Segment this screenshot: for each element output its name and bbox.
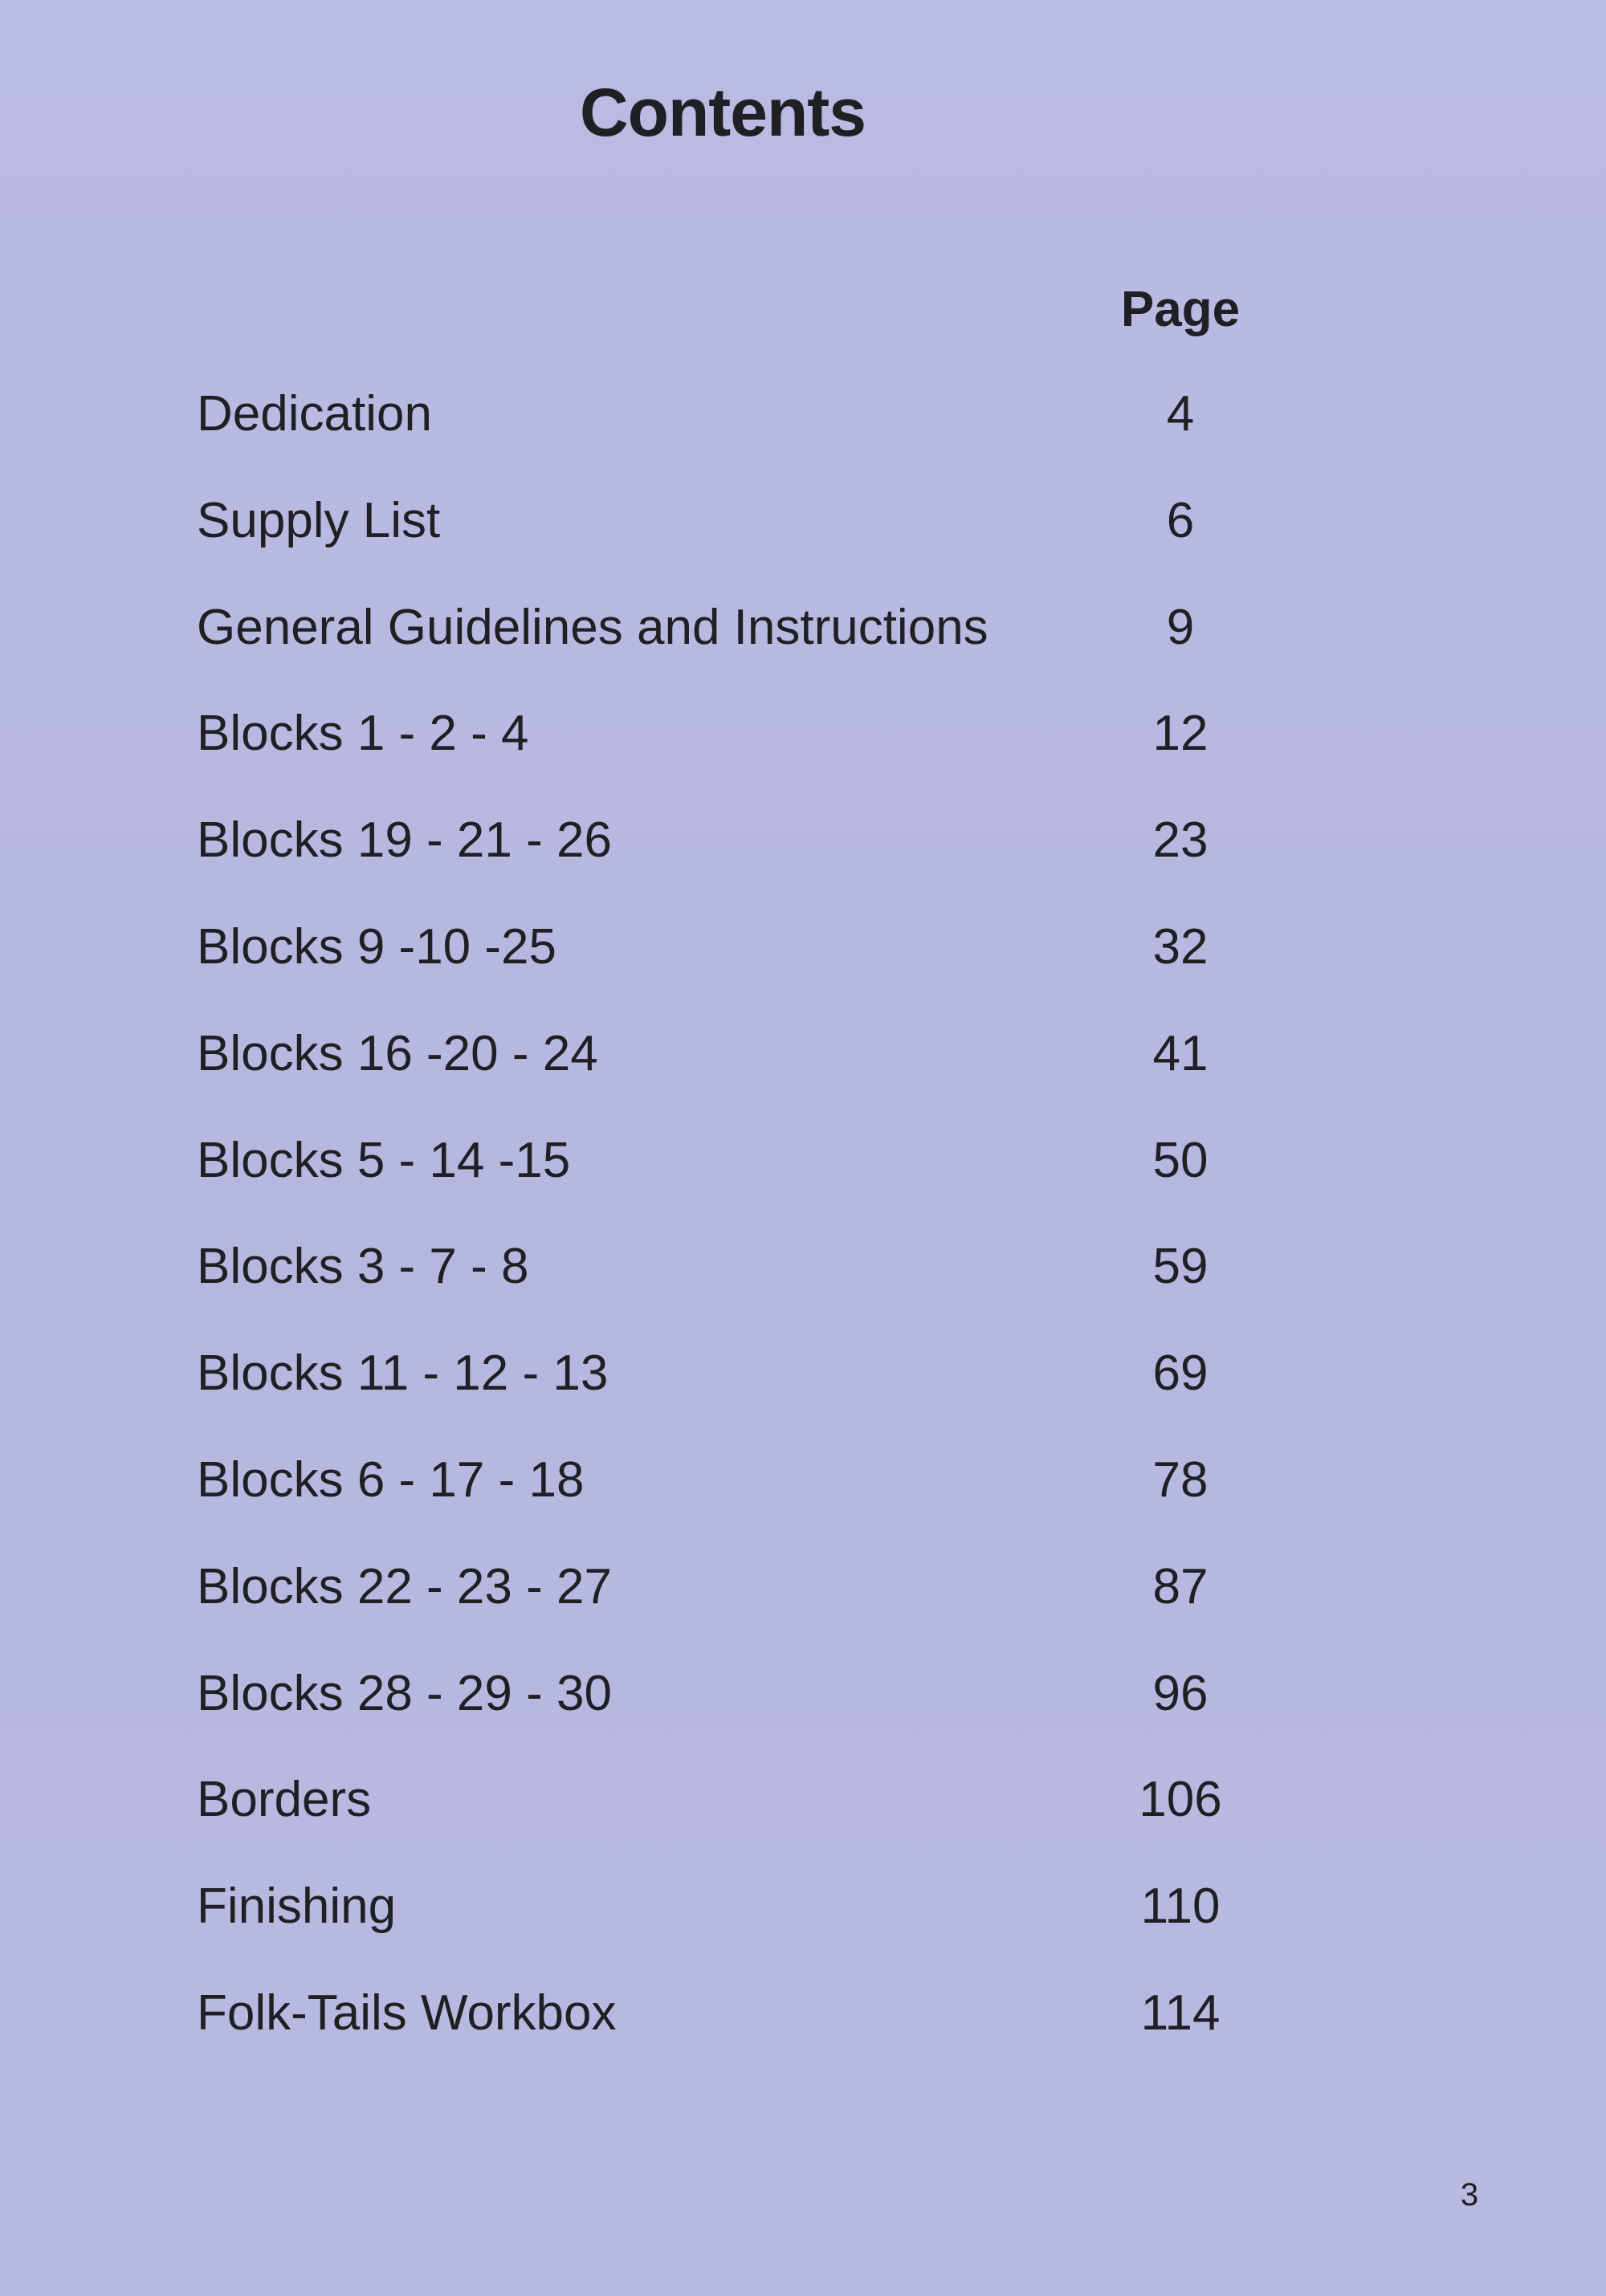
toc-entry xyxy=(0,1132,1606,1239)
toc-entry-title: Blocks 6 - 17 - 18 xyxy=(197,1451,585,1508)
toc-entry-page: 6 xyxy=(1166,492,1195,548)
toc-entry-title: Blocks 3 - 7 - 8 xyxy=(197,1239,529,1295)
toc-entry-page: 23 xyxy=(1152,812,1209,869)
toc-entry xyxy=(0,812,1606,918)
toc-entry-page: 9 xyxy=(1166,599,1195,655)
toc-entry-page: 110 xyxy=(1140,1879,1221,1935)
toc-entry-page: 114 xyxy=(1140,1985,1221,2041)
toc-entry-title: Blocks 28 - 29 - 30 xyxy=(197,1665,612,1721)
toc-entry-title: Borders xyxy=(197,1772,372,1828)
toc-entry-page: 106 xyxy=(1139,1772,1222,1828)
toc-entry-page: 12 xyxy=(1152,706,1209,762)
toc-entry-page: 4 xyxy=(1166,386,1195,442)
toc-entry-title: Blocks 19 - 21 - 26 xyxy=(197,812,612,869)
toc-entry xyxy=(0,1985,1606,2091)
toc-entry xyxy=(0,1771,1606,1878)
toc-entry xyxy=(0,385,1606,492)
toc-entry-title: Supply List xyxy=(197,492,441,548)
toc-entry-page: 69 xyxy=(1152,1345,1209,1402)
toc-entry xyxy=(0,1665,1606,1772)
toc-entry-title: Blocks 11 - 12 - 13 xyxy=(197,1345,609,1402)
toc-entry-title: Finishing xyxy=(197,1879,397,1935)
page-title: Contents xyxy=(580,75,866,150)
toc-entry xyxy=(0,1451,1606,1558)
toc-entry xyxy=(0,1878,1606,1985)
toc-entry xyxy=(0,918,1606,1025)
toc-entry xyxy=(0,1345,1606,1451)
toc-entry xyxy=(0,1238,1606,1345)
toc-entry-title: General Guidelines and Instructions xyxy=(197,599,988,655)
toc-entry-page: 32 xyxy=(1152,918,1209,975)
toc-entry xyxy=(0,1025,1606,1132)
toc-entry xyxy=(0,705,1606,812)
toc-entry-page: 78 xyxy=(1152,1451,1209,1508)
toc-entry-title: Dedication xyxy=(197,386,432,442)
toc-entry-title: Blocks 5 - 14 -15 xyxy=(197,1132,571,1188)
toc-entry-title: Folk-Tails Workbox xyxy=(197,1985,617,2041)
toc-entry xyxy=(0,492,1606,599)
toc-entry-page: 50 xyxy=(1152,1132,1209,1188)
toc-entry-title: Blocks 1 - 2 - 4 xyxy=(197,706,529,762)
toc-entry xyxy=(0,1558,1606,1665)
table-of-contents xyxy=(0,385,1606,2091)
toc-entry-page: 96 xyxy=(1152,1665,1209,1721)
toc-entry-page: 59 xyxy=(1152,1239,1209,1295)
toc-entry-title: Blocks 22 - 23 - 27 xyxy=(197,1558,612,1614)
page-number: 3 xyxy=(1460,2177,1479,2213)
toc-entry-title: Blocks 16 -20 - 24 xyxy=(197,1025,598,1081)
page-column-header: Page xyxy=(1120,282,1241,337)
toc-entry-title: Blocks 9 -10 -25 xyxy=(197,918,556,975)
toc-entry xyxy=(0,599,1606,706)
toc-entry-page: 87 xyxy=(1152,1558,1209,1614)
toc-entry-page: 41 xyxy=(1152,1025,1209,1081)
